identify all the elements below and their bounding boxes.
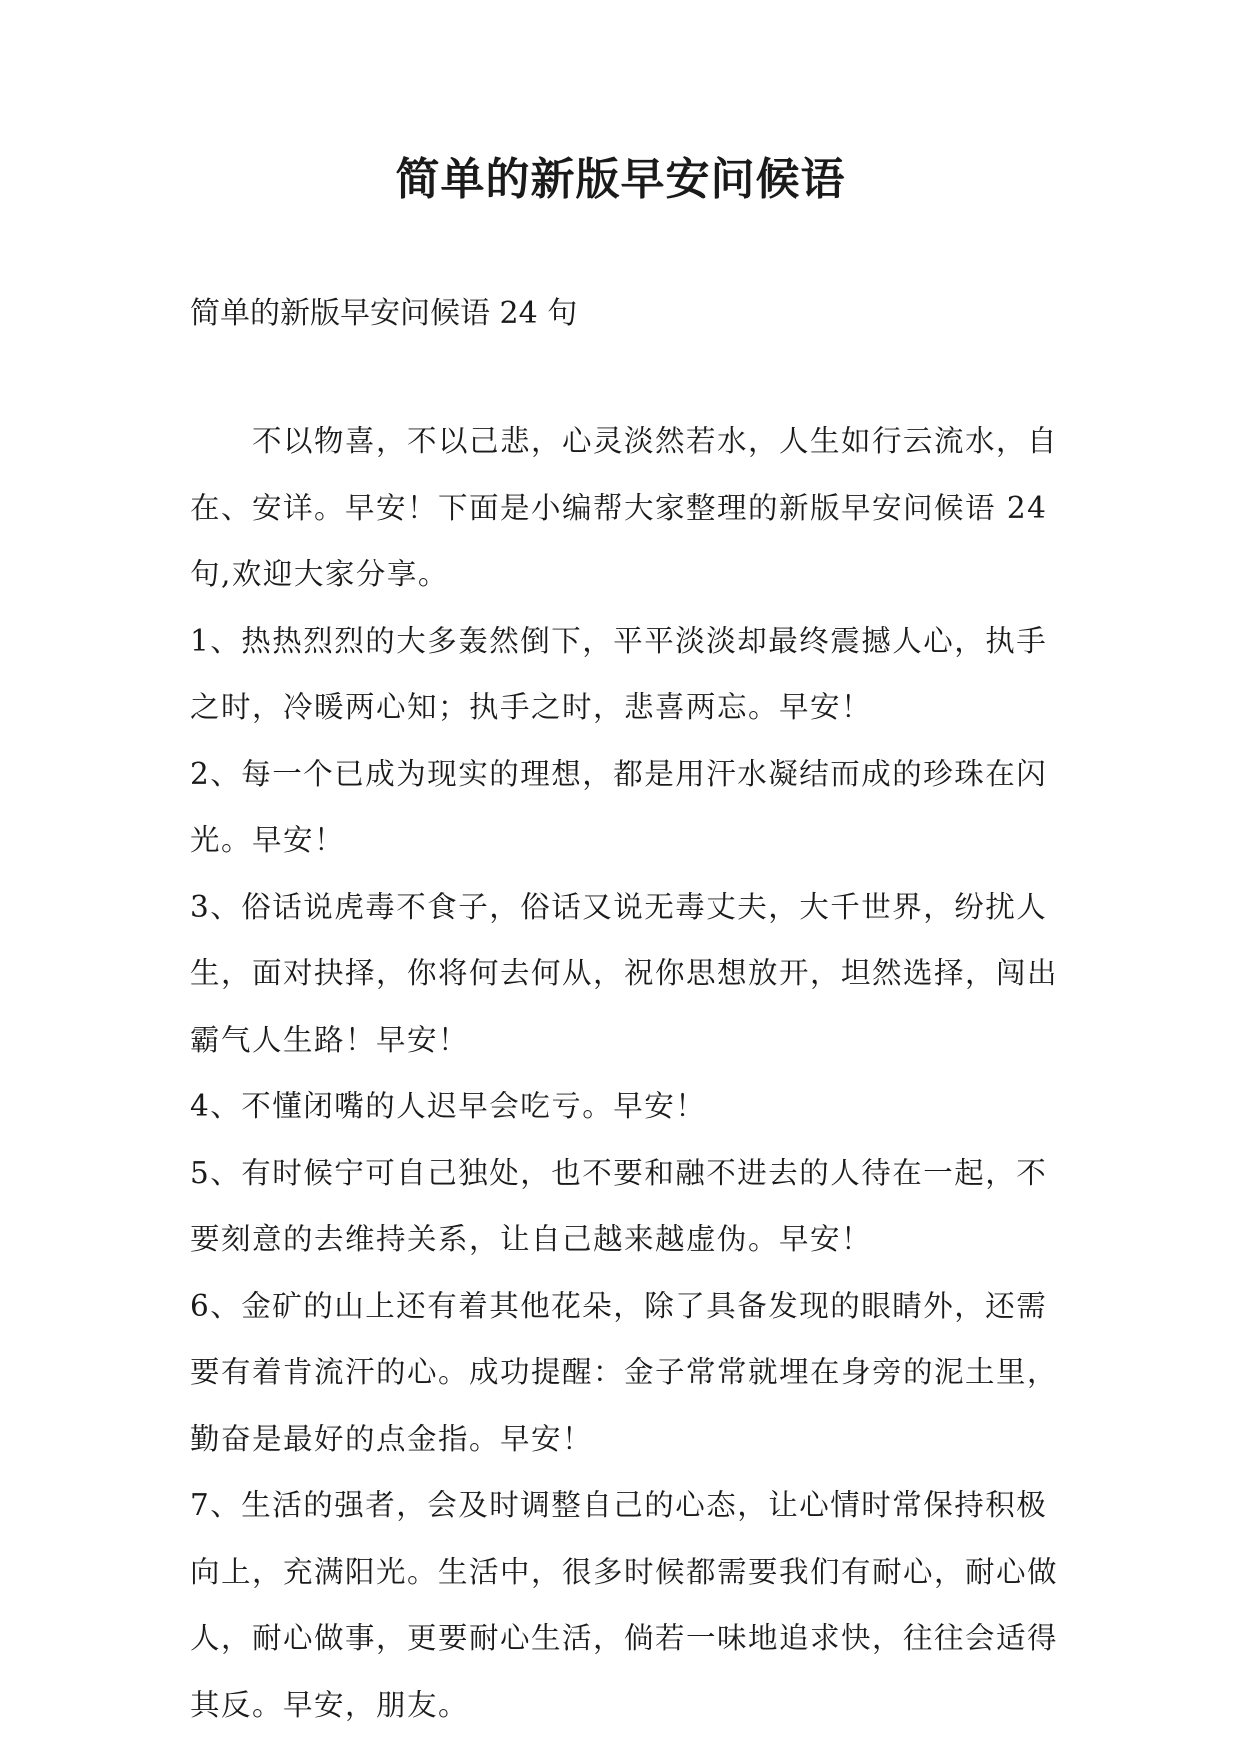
document-body bbox=[190, 408, 1070, 1738]
list-item: 5、有时候宁可自己独处，也不要和融不进去的人待在一起，不要刻意的去维持关系，让自己越来越虚伪。早安！ bbox=[190, 1155, 1048, 1256]
intro-paragraph: 不以物喜，不以己悲，心灵淡然若水，人生如行云流水，自在、安详。早安！下面是小编帮大家整理的新版早安问候语 24 句,欢迎大家分享。 bbox=[190, 424, 1059, 591]
list-item: 2、每一个已成为现实的理想，都是用汗水凝结而成的珍珠在闪光。早安！ bbox=[190, 756, 1048, 857]
list-item: 3、俗话说虎毒不食子，俗话又说无毒丈夫，大千世界，纷扰人生，面对抉择，你将何去何从，祝你思想放开，坦然选择，闯出霸气人生路！早安！ bbox=[190, 889, 1059, 1057]
document-title: 简单的新版早安问候语 bbox=[395, 154, 846, 205]
list-item: 7、生活的强者，会及时调整自己的心态，让心情时常保持积极向上，充满阳光。生活中，很多时候都需要我们有耐心，耐心做人，耐心做事，更要耐心生活，倘若一味地追求快，往往会适得其反。早安，朋友。 bbox=[190, 1488, 1059, 1722]
document-subtitle: 简单的新版早安问候语 24 句 bbox=[190, 296, 578, 331]
list-item: 1、热热烈烈的大多轰然倒下，平平淡淡却最终震撼人心，执手之时，冷暖两心知；执手之时，悲喜两忘。早安！ bbox=[190, 623, 1048, 724]
list-item: 6、金矿的山上还有着其他花朵，除了具备发现的眼睛外，还需要有着肯流汗的心。成功提醒：金子常常就埋在身旁的泥土里，勤奋是最好的点金指。早安！ bbox=[190, 1288, 1059, 1456]
list-item: 4、不懂闭嘴的人迟早会吃亏。早安！ bbox=[190, 1089, 707, 1123]
